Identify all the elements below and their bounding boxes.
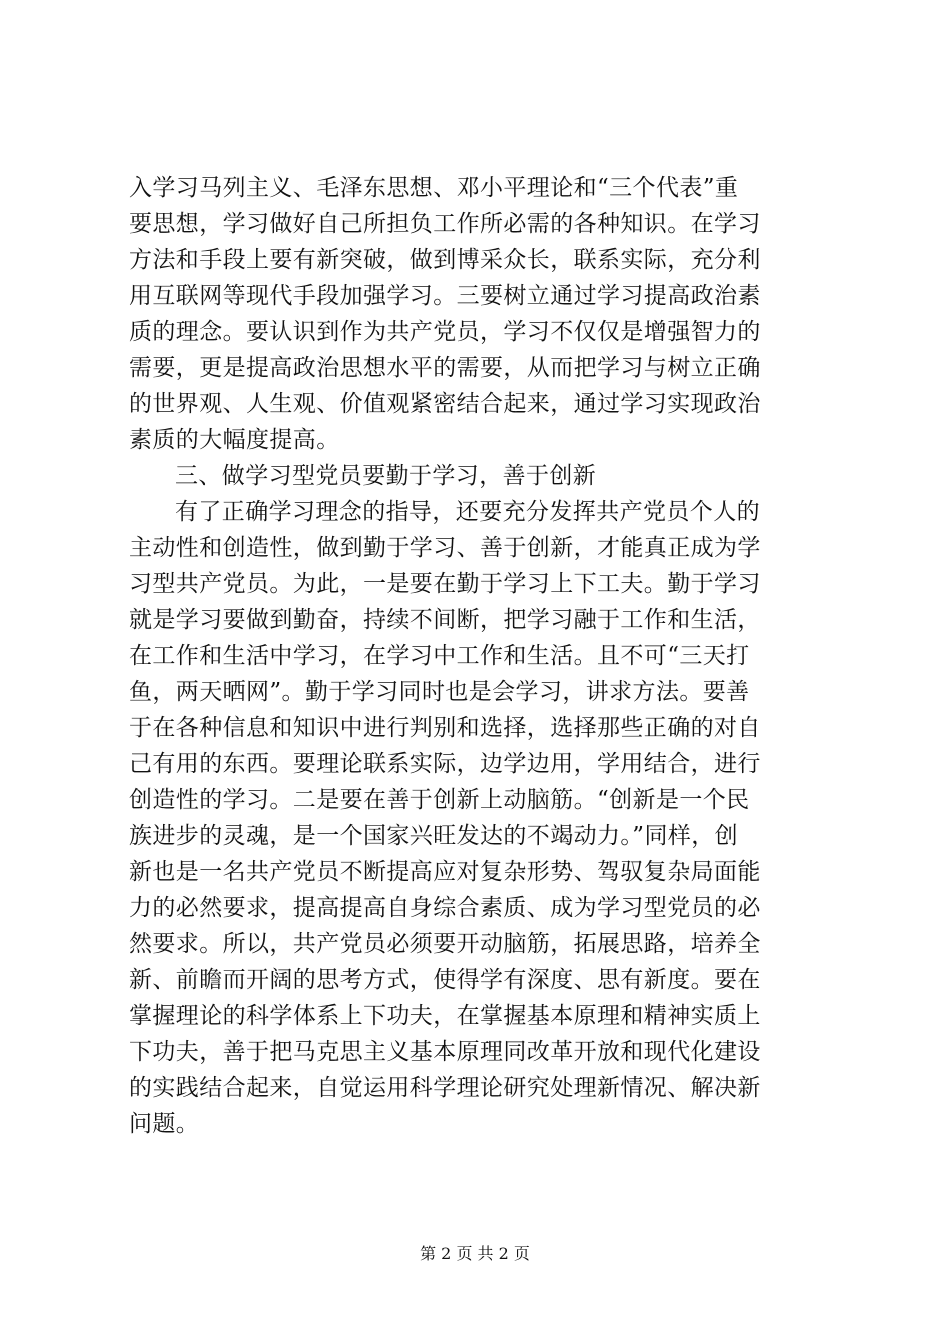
text-line: 鱼，两天晒网”。勤于学习同时也是会学习，讲求方法。要善: [129, 679, 750, 705]
text-line: 方法和手段上要有新突破，做到博采众长，联系实际，充分利: [129, 247, 761, 273]
text-line: 新、前瞻而开阔的思考方式，使得学有深度、思有新度。要在: [129, 967, 761, 993]
text-line: 素质的大幅度提高。: [129, 427, 340, 453]
text-line: 然要求。所以，共产党员必须要开动脑筋，拓展思路，培养全: [129, 931, 761, 957]
text-line: 己有用的东西。要理论联系实际，边学边用，学用结合，进行: [129, 751, 761, 777]
text-line: 入学习马列主义、毛泽东思想、邓小平理论和“三个代表”重: [129, 175, 739, 201]
section-heading: 三、做学习型党员要勤于学习，善于创新: [175, 463, 597, 489]
page-footer: 第 2 页 共 2 页: [420, 1244, 530, 1263]
text-line: 的世界观、人生观、价值观紧密结合起来，通过学习实现政治: [129, 391, 761, 417]
text-line: 创造性的学习。二是要在善于创新上动脑筋。“创新是一个民: [129, 787, 750, 813]
text-line: 主动性和创造性，做到勤于学习、善于创新，才能真正成为学: [129, 535, 761, 561]
text-line: 力的必然要求，提高提高自身综合素质、成为学习型党员的必: [129, 895, 761, 921]
text-line: 习型共产党员。为此，一是要在勤于学习上下工夫。勤于学习: [129, 571, 761, 597]
text-line: 要思想，学习做好自己所担负工作所必需的各种知识。在学习: [129, 211, 761, 237]
text-line: 就是学习要做到勤奋，持续不间断，把学习融于工作和生活，: [129, 607, 761, 633]
text-line: 问题。: [129, 1111, 200, 1137]
text-line: 下功夫，善于把马克思主义基本原理同改革开放和现代化建设: [129, 1039, 761, 1065]
text-line: 的实践结合起来，自觉运用科学理论研究处理新情况、解决新: [129, 1075, 761, 1101]
text-line: 新也是一名共产党员不断提高应对复杂形势、驾驭复杂局面能: [129, 859, 761, 885]
text-line: 用互联网等现代手段加强学习。三要树立通过学习提高政治素: [129, 283, 761, 309]
text-line: 需要，更是提高政治思想水平的需要，从而把学习与树立正确: [129, 355, 761, 381]
text-line: 在工作和生活中学习，在学习中工作和生活。且不可“三天打: [129, 643, 750, 669]
text-line: 质的理念。要认识到作为共产党员，学习不仅仅是增强智力的: [129, 319, 761, 345]
text-line: 掌握理论的科学体系上下功夫，在掌握基本原理和精神实质上: [129, 1003, 761, 1029]
text-line: 于在各种信息和知识中进行判别和选择，选择那些正确的对自: [129, 715, 761, 741]
text-line: 族进步的灵魂，是一个国家兴旺发达的不竭动力。”同样，创: [129, 823, 739, 849]
document-body: [129, 170, 819, 1142]
text-line: 有了正确学习理念的指导，还要充分发挥共产党员个人的: [175, 499, 760, 525]
